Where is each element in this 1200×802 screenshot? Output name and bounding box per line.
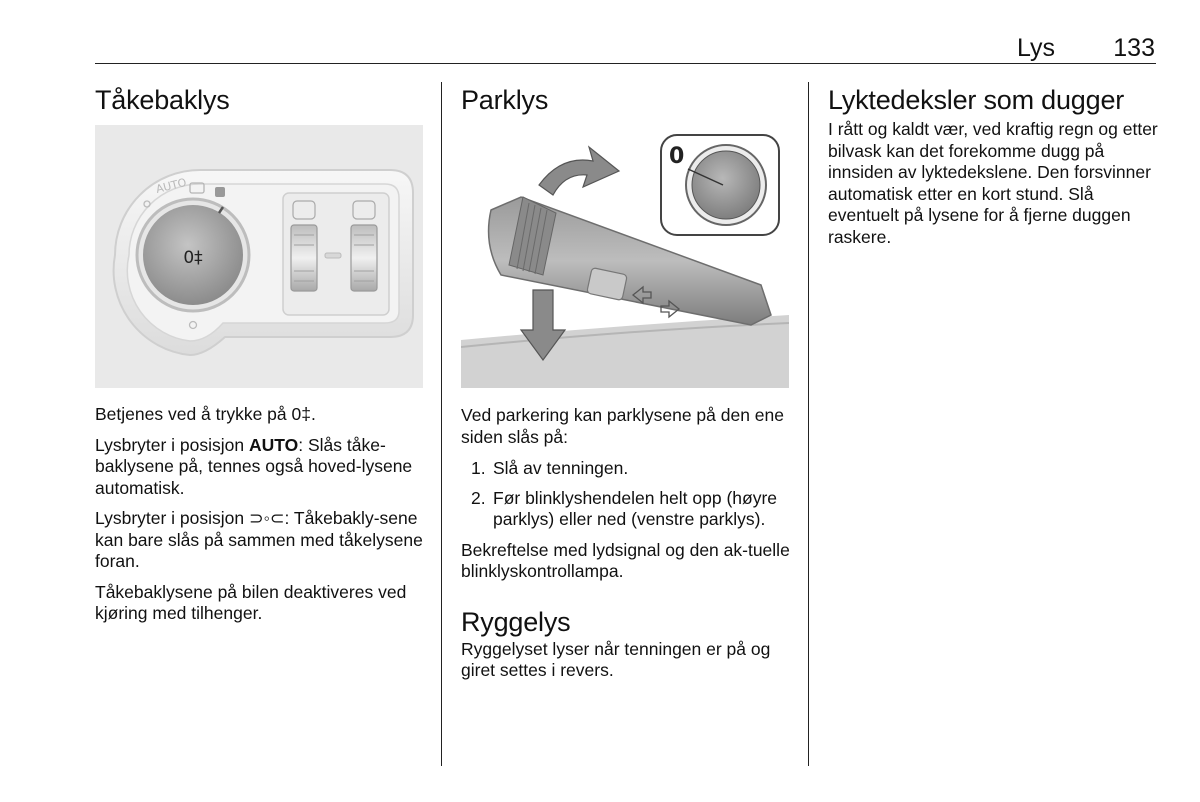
turn-lever-illustration (461, 125, 789, 388)
heading-rear-fog-light: Tåkebaklys (95, 85, 230, 115)
heading-parking-light: Parklys (461, 85, 549, 115)
paragraph-confirmation: Bekreftelse med lydsignal og den ak-tuelle blinklyskontrollampa. (461, 539, 790, 581)
section-title: Lys (1017, 34, 1055, 62)
paragraph-trailer: Tåkebaklysene på bilen deaktiveres ved kjøring med tilhenger. (95, 581, 407, 623)
page-number: 133 (1113, 34, 1155, 62)
paragraph-auto (95, 435, 425, 500)
column-1-text (95, 404, 425, 625)
paragraph-parking-intro: Ved parkering kan parklysene på den ene siden slås på: (461, 405, 785, 447)
column-divider-1 (441, 82, 442, 766)
inset-zero-label: 0 (669, 144, 685, 169)
heading-condensation: Lyktedeksler som dugger (828, 85, 1125, 115)
column-2 (461, 82, 791, 117)
figure-turn-lever (461, 125, 789, 388)
paragraph-position: Lysbryter i posisjon ⊃◦⊂: Tåkebakly-sene kan bare slås på sammen med tåkelysene foran. (95, 508, 423, 571)
p2-text-pre: Lysbryter i posisjon (95, 434, 249, 455)
column-1 (95, 82, 425, 117)
light-switch-illustration (95, 125, 423, 388)
p2-text-post: : Slås tåke-baklysene på, tennes også hoved-lysene automatisk. (95, 434, 413, 498)
step-number: 2. (471, 487, 486, 508)
step-text: Før blinklyshendelen helt opp (høyre parklys) eller ned (venstre parklys). (493, 487, 778, 529)
paragraph-condensation: I rått og kaldt vær, ved kraftig regn og etter bilvask kan det forekomme dugg på innsiden av lyktedekslene. Den forsvinner automatisk etter en kort stund. Slå eventuelt på lysene for å fjerne duggen raskere. (828, 119, 1158, 247)
list-item (471, 488, 793, 531)
header-divider (95, 63, 1156, 64)
column-2-text (461, 405, 793, 682)
heading-reverse-light: Ryggelys (461, 606, 571, 637)
auto-label: AUTO (154, 175, 188, 196)
step-text: Slå av tenningen. (493, 458, 629, 478)
figure-light-switch (95, 125, 423, 388)
column-3 (828, 82, 1158, 248)
list-item (471, 458, 793, 480)
paragraph-operate: Betjenes ved å trykke på 0‡. (95, 404, 316, 424)
auto-bold: AUTO (249, 434, 299, 455)
paragraph-reverse-light: Ryggelyset lyser når tenningen er på og giret settes i revers. (461, 638, 771, 680)
page-header (95, 34, 1155, 64)
step-number: 1. (471, 458, 486, 478)
steps-list (461, 458, 793, 531)
column-divider-2 (808, 82, 809, 766)
fog-symbol-label: 0‡ (183, 248, 203, 268)
